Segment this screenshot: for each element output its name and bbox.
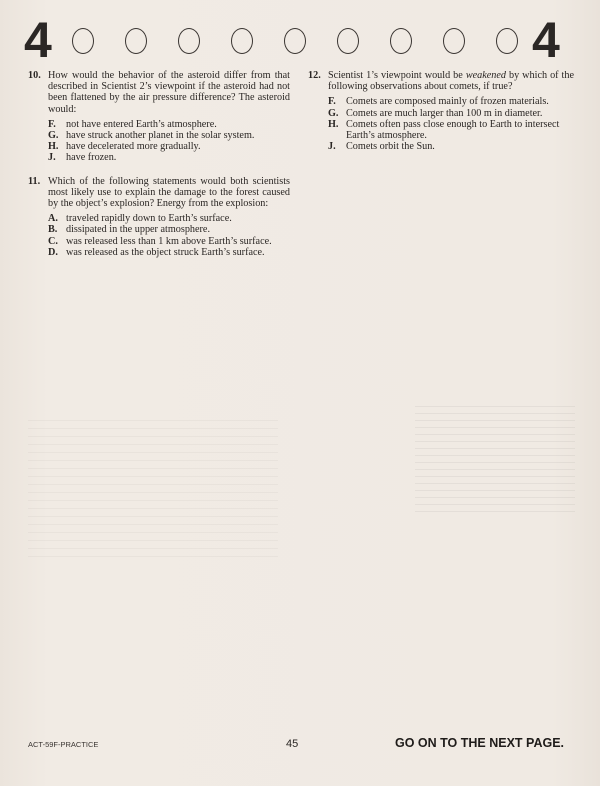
answer-option-h[interactable] <box>48 141 290 152</box>
option-text: have struck another planet in the solar system. <box>66 130 255 142</box>
header-circle <box>125 28 147 54</box>
header-circle <box>496 28 518 54</box>
option-letter: H. <box>48 141 59 153</box>
option-text: was released less than 1 km above Earth’s surface. <box>66 235 272 247</box>
bleed-through-texture <box>415 406 575 516</box>
header-circle <box>443 28 465 54</box>
question-number: 12. <box>308 70 321 81</box>
header-circle <box>231 28 253 54</box>
option-text: was released as the object struck Earth’s surface. <box>66 246 265 258</box>
question-11 <box>28 176 290 258</box>
answer-option-h[interactable] <box>328 119 574 141</box>
option-letter: C. <box>48 235 58 247</box>
option-text: Comets orbit the Sun. <box>346 141 435 153</box>
right-column <box>308 70 574 164</box>
answer-option-g[interactable] <box>328 108 574 119</box>
stem-text: Scientist 1’s viewpoint would be <box>328 70 466 81</box>
option-letter: D. <box>48 246 58 258</box>
question-stem: Which of the following statements would both scientists most likely use to explain the damage to the forest caused by the object’s explosion? Energy from the explosion: <box>48 175 290 210</box>
header-circles <box>70 28 530 56</box>
option-text: Comets are composed mainly of frozen materials. <box>346 96 549 108</box>
header-circle <box>72 28 94 54</box>
answer-option-j[interactable] <box>48 152 290 163</box>
answer-option-f[interactable] <box>48 119 290 130</box>
header-circle <box>284 28 306 54</box>
section-number-right: 4 <box>532 12 560 68</box>
option-letter: H. <box>328 118 339 130</box>
continue-instruction: GO ON TO THE NEXT PAGE. <box>395 736 565 750</box>
question-stem: How would the behavior of the asteroid differ from that described in Scientist 2’s viewpoint if the asteroid had not been flattened by the air pressure difference? The asteroid would: <box>48 70 290 115</box>
form-code: ACT-59F-PRACTICE <box>28 740 99 749</box>
answer-option-j[interactable] <box>328 141 574 152</box>
answer-option-g[interactable] <box>48 130 290 141</box>
header-circle <box>178 28 200 54</box>
question-stem <box>328 70 574 92</box>
page-number: 45 <box>286 738 299 750</box>
stem-text: by which of the following observations about comets, if true? <box>328 70 574 93</box>
answer-options <box>48 213 290 258</box>
answer-options <box>328 96 574 152</box>
option-letter: B. <box>48 224 58 236</box>
option-letter: J. <box>48 152 56 164</box>
option-letter: A. <box>48 213 58 225</box>
option-text: have frozen. <box>66 152 117 164</box>
option-letter: J. <box>328 141 336 153</box>
option-text: traveled rapidly down to Earth’s surface. <box>66 213 232 225</box>
answer-option-a[interactable] <box>48 213 290 224</box>
stem-emphasis: weakened <box>465 70 506 81</box>
option-text: have decelerated more gradually. <box>66 141 201 153</box>
answer-option-c[interactable] <box>48 236 290 247</box>
header-circle <box>337 28 359 54</box>
option-text: Comets are much larger than 100 m in diameter. <box>346 107 543 119</box>
option-letter: F. <box>48 118 56 130</box>
option-text: not have entered Earth’s atmosphere. <box>66 118 217 130</box>
section-number-left: 4 <box>24 12 52 68</box>
answer-options <box>48 119 290 164</box>
bleed-through-texture <box>28 420 278 560</box>
option-letter: G. <box>48 130 59 142</box>
option-letter: F. <box>328 96 336 108</box>
option-text: dissipated in the upper atmosphere. <box>66 224 211 236</box>
option-letter: G. <box>328 107 339 119</box>
answer-option-b[interactable] <box>48 224 290 235</box>
question-10 <box>28 70 290 164</box>
question-number: 10. <box>28 70 41 81</box>
header-circle <box>390 28 412 54</box>
question-12 <box>308 70 574 152</box>
left-column <box>28 70 290 270</box>
answer-option-d[interactable] <box>48 247 290 258</box>
option-text: Comets often pass close enough to Earth to intersect Earth’s atmosphere. <box>346 118 560 142</box>
question-number: 11. <box>28 175 41 187</box>
answer-option-f[interactable] <box>328 96 574 107</box>
